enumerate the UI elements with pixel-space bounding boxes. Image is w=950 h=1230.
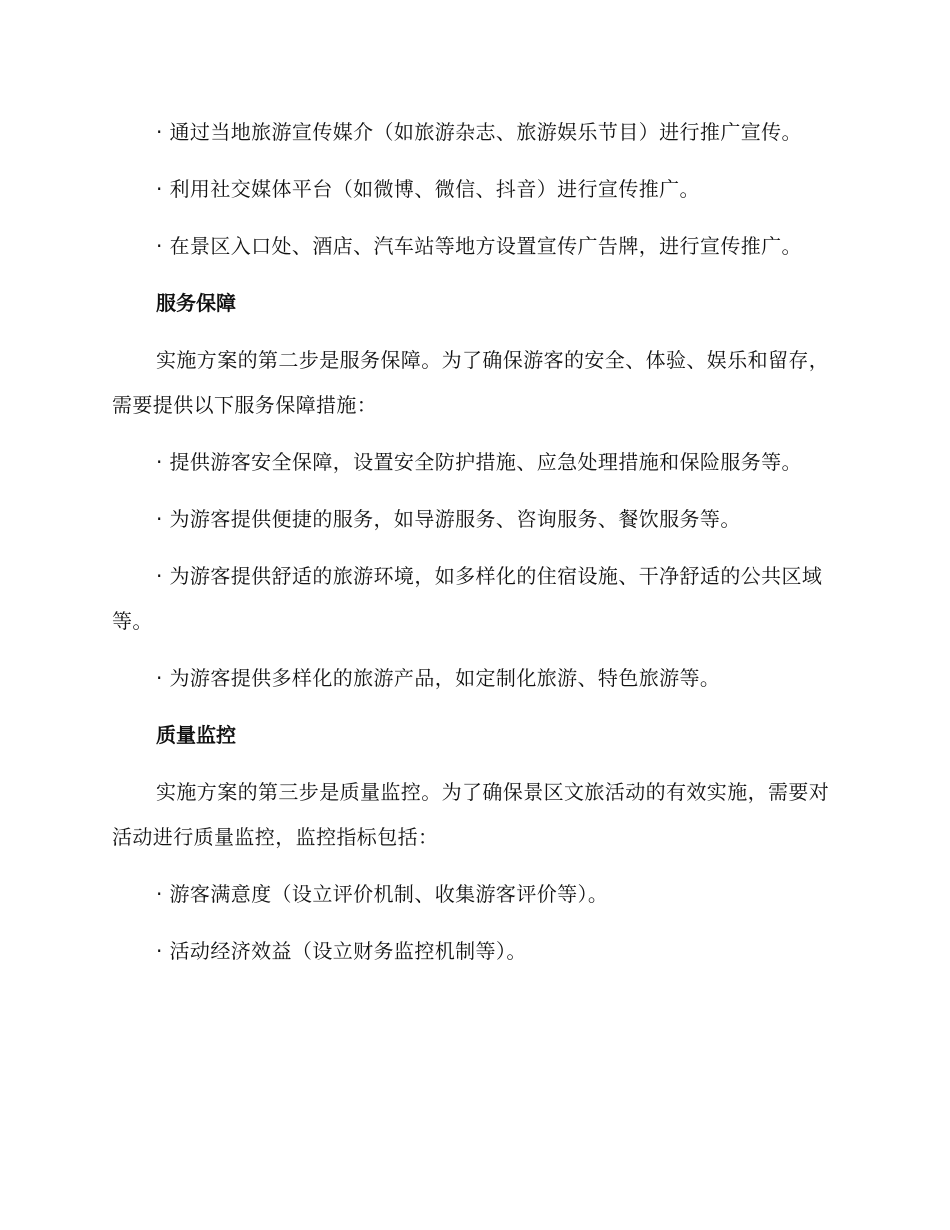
bullet-satisfaction: · 游客满意度（设立评价机制、收集游客评价等）。 [156, 882, 609, 906]
section-heading-quality: 质量监控 [156, 723, 236, 747]
section-heading-service: 服务保障 [156, 291, 236, 315]
bullet-billboards: · 在景区入口处、酒店、汽车站等地方设置宣传广告牌，进行宣传推广。 [156, 234, 802, 258]
paragraph-service-intro: 实施方案的第二步是服务保障。为了确保游客的安全、体验、娱乐和留存，需要提供以下服务保障措施： [112, 348, 830, 417]
bullet-convenient-service: · 为游客提供便捷的服务，如导游服务、咨询服务、餐饮服务等。 [156, 507, 741, 531]
bullet-safety: · 提供游客安全保障，设置安全防护措施、应急处理措施和保险服务等。 [156, 450, 802, 474]
document-body [112, 110, 834, 986]
bullet-comfortable-environment: · 为游客提供舒适的旅游环境，如多样化的住宿设施、干净舒适的公共区域等。 [112, 564, 823, 633]
bullet-diverse-products: · 为游客提供多样化的旅游产品，如定制化旅游、特色旅游等。 [156, 666, 721, 690]
bullet-economic-benefit: · 活动经济效益（设立财务监控机制等）。 [156, 939, 527, 963]
bullet-promotion-media: · 通过当地旅游宣传媒介（如旅游杂志、旅游娱乐节目）进行推广宣传。 [156, 120, 802, 144]
bullet-social-media: · 利用社交媒体平台（如微博、微信、抖音）进行宣传推广。 [156, 177, 700, 201]
paragraph-quality-intro: 实施方案的第三步是质量监控。为了确保景区文旅活动的有效实施，需要对活动进行质量监控，监控指标包括： [112, 780, 830, 849]
